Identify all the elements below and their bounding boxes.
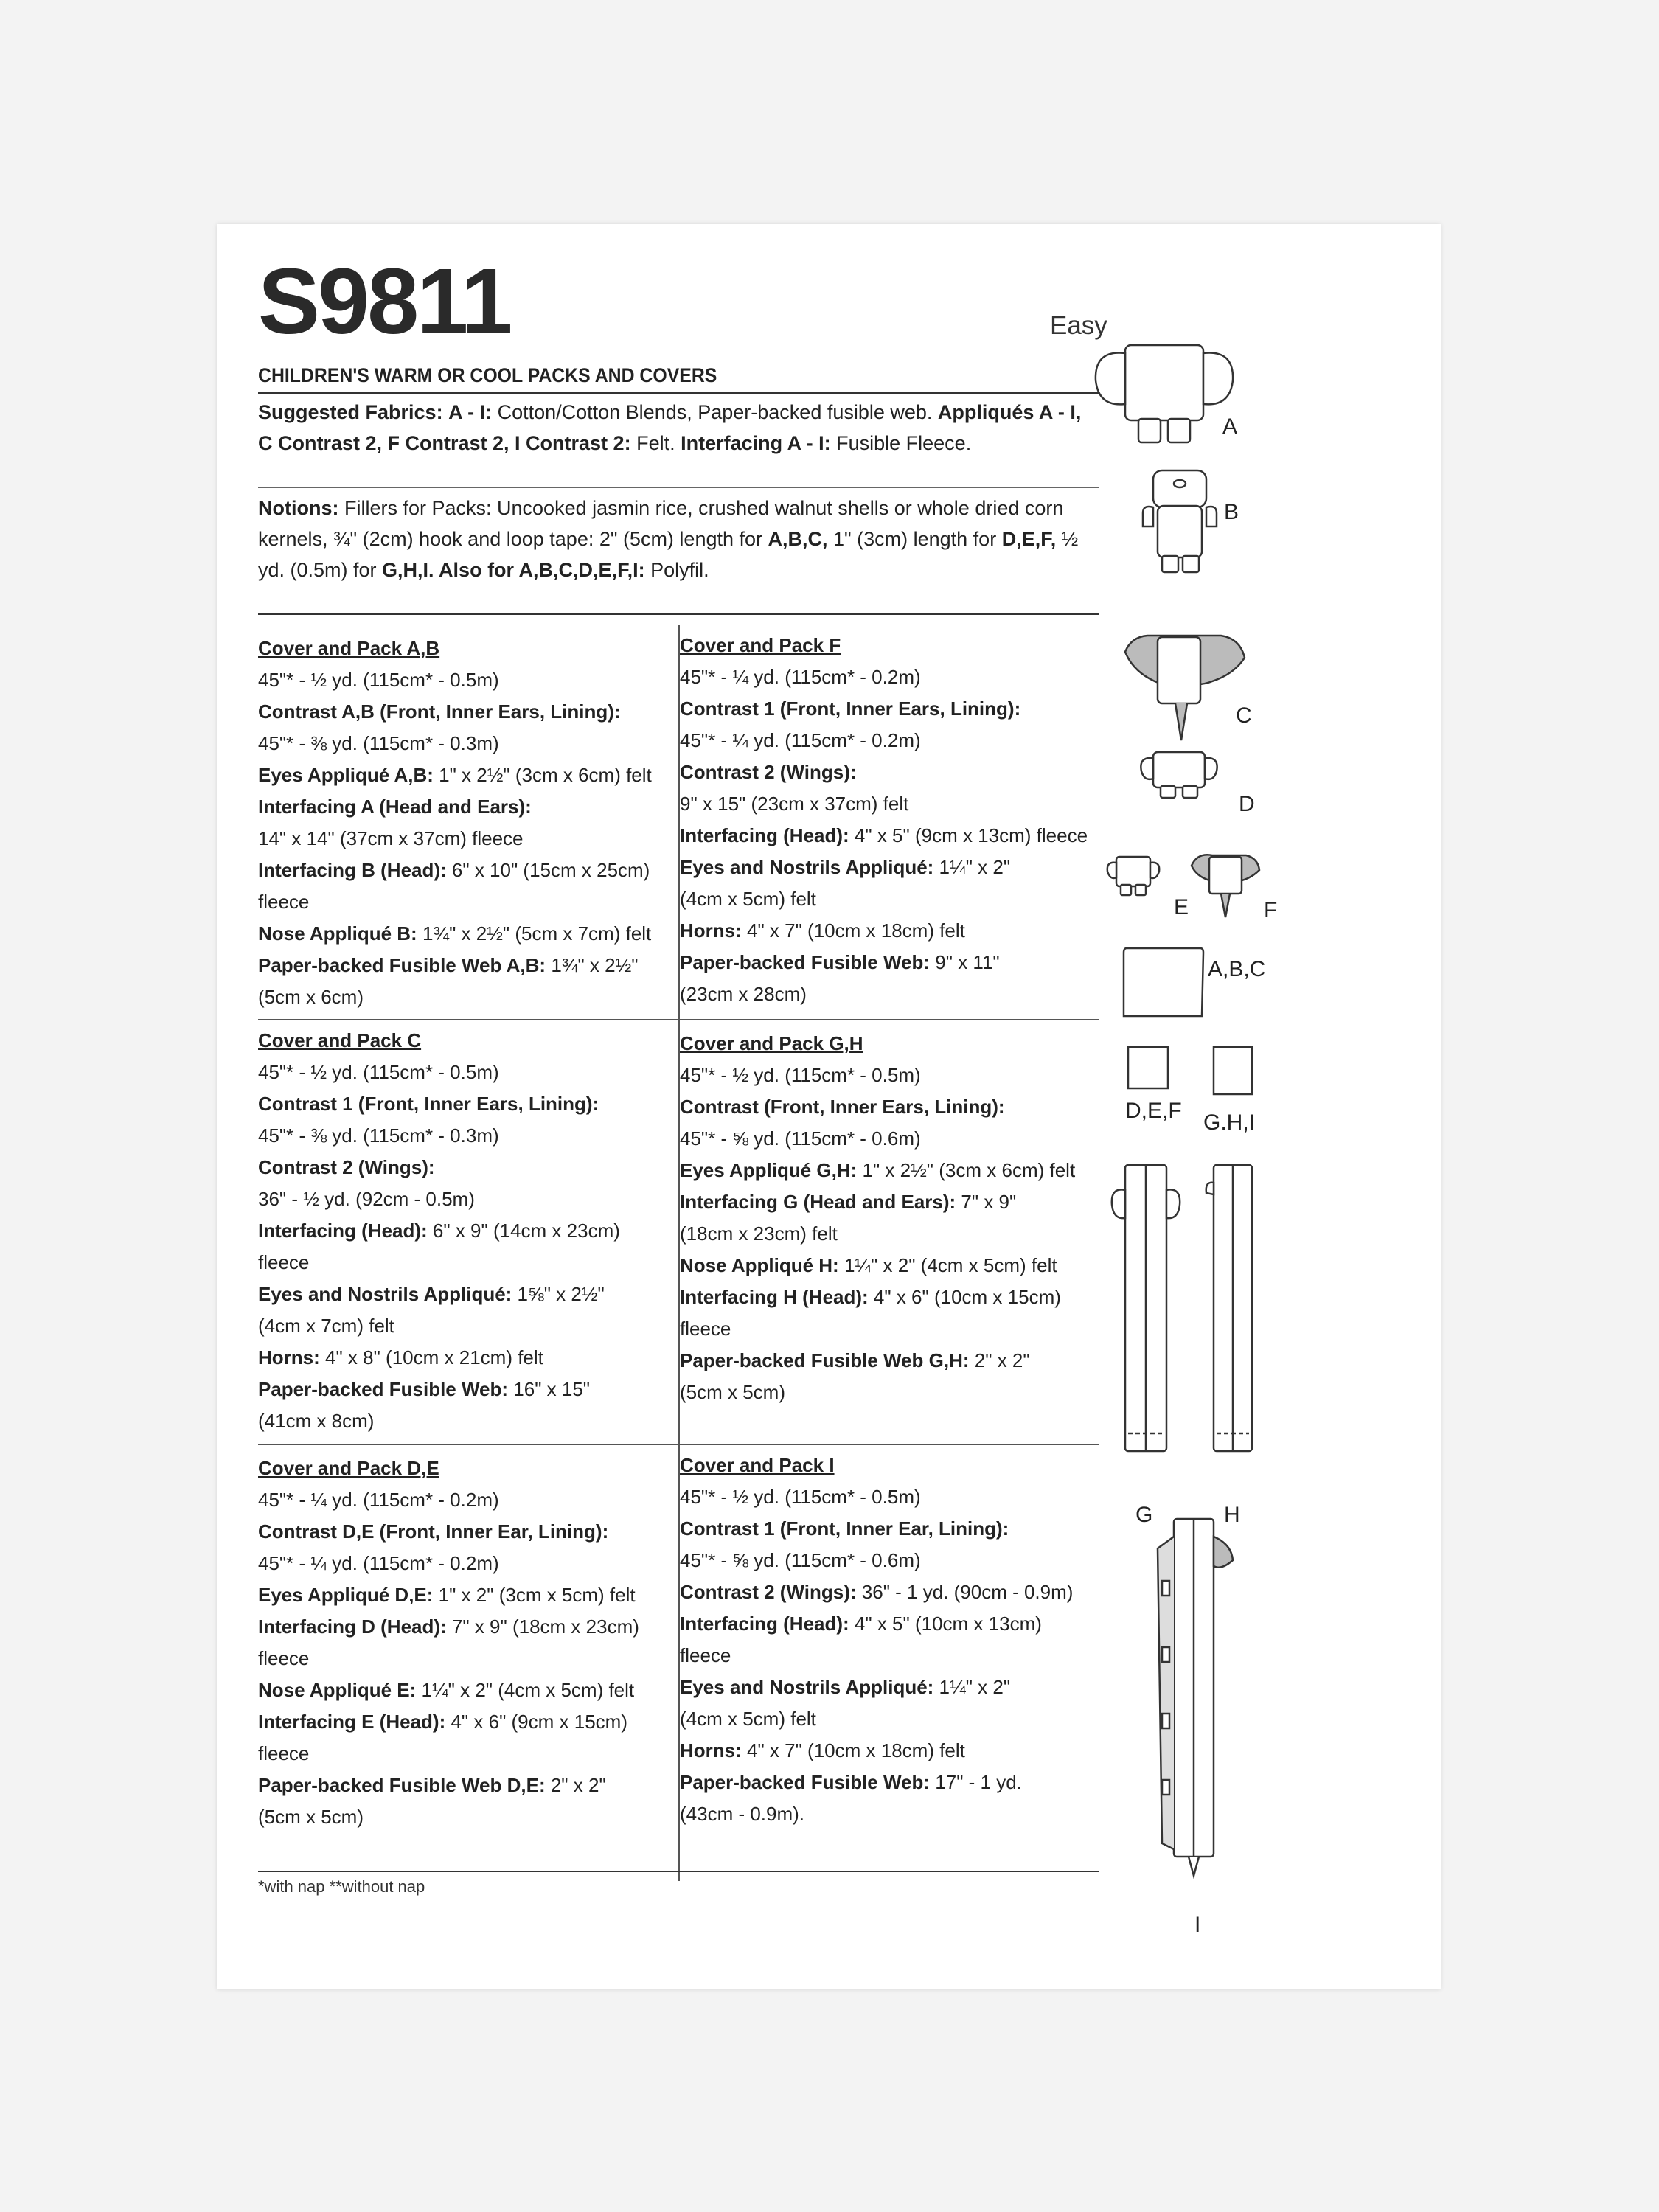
view-e-drawing (1107, 857, 1160, 895)
yardage-line: fleece (258, 1647, 310, 1669)
view-label-i: I (1194, 1913, 1201, 1937)
yardage-line: Horns: 4" x 8" (10cm x 21cm) felt (258, 1346, 543, 1368)
yardage-line: Eyes Appliqué D,E: 1" x 2" (3cm x 5cm) felt (258, 1584, 636, 1606)
view-label-def: D,E,F (1125, 1099, 1182, 1123)
yardage-line: 9" x 15" (23cm x 37cm) felt (680, 793, 909, 815)
yardage-line: 45"* - ¼ yd. (115cm* - 0.2m) (258, 1552, 499, 1574)
view-label-h: H (1224, 1503, 1240, 1527)
yardage-line: Interfacing H (Head): 4" x 6" (10cm x 15cm) (680, 1286, 1061, 1308)
yardage-line: 45"* - ⅜ yd. (115cm* - 0.3m) (258, 1124, 499, 1147)
yardage-line: Contrast 2 (Wings): 36" - 1 yd. (90cm - 0.9m) (680, 1581, 1074, 1603)
yardage-line: Contrast (Front, Inner Ears, Lining): (680, 1096, 1005, 1118)
yardage-line: 45"* - ¼ yd. (115cm* - 0.2m) (680, 666, 921, 688)
suggested-fabrics: Suggested Fabrics: A - I: Cotton/Cotton Blends, Paper-backed fusible web. Appliqués A - I, C Contrast 2, F Contrast 2, I Contrast 2: Felt. Interfacing A - I: Fusible Fleece. (258, 401, 1082, 454)
yardage-line: Interfacing (Head): 4" x 5" (9cm x 13cm) fleece (680, 824, 1088, 846)
notions: Notions: Fillers for Packs: Uncooked jasmin rice, crushed walnut shells or whole dried corn kernels, ¾" (2cm) hook and loop tape: 2" (5cm) length for A,B,C, 1" (3cm) length for D,E,F, ½ yd. (0.5m) for G,H,I. Also for A,B,C,D,E,F,I: Polyfil. (258, 497, 1079, 581)
yardage-line: Nose Appliqué H: 1¼" x 2" (4cm x 5cm) felt (680, 1254, 1057, 1276)
technical-drawings (217, 224, 1441, 1989)
yardage-line: (4cm x 5cm) felt (680, 888, 816, 910)
yardage-line: 45"* - ½ yd. (115cm* - 0.5m) (680, 1486, 921, 1508)
yardage-line: Horns: 4" x 7" (10cm x 18cm) felt (680, 919, 965, 942)
yardage-line: Paper-backed Fusible Web A,B: 1¾" x 2½" (258, 954, 639, 976)
yardage-line: (23cm x 28cm) (680, 983, 807, 1005)
view-ghi-pack-drawing (1214, 1047, 1252, 1094)
yardage-line: fleece (258, 1251, 310, 1273)
view-h-drawing (1206, 1165, 1252, 1451)
yardage-line: Nose Appliqué B: 1¾" x 2½" (5cm x 7cm) felt (258, 922, 652, 945)
yardage-line: fleece (680, 1318, 731, 1340)
view-def-pack-drawing (1128, 1047, 1168, 1088)
yardage-line: fleece (680, 1644, 731, 1666)
yardage-line: Interfacing (Head): 4" x 5" (10cm x 13cm) (680, 1613, 1042, 1635)
section-heading: Cover and Pack D,E (258, 1457, 439, 1479)
view-label-abc: A,B,C (1208, 957, 1266, 981)
yardage-line: Eyes and Nostrils Appliqué: 1¼" x 2" (680, 856, 1011, 878)
view-label-c: C (1236, 703, 1252, 728)
view-c-drawing (1125, 636, 1245, 740)
view-label-b: B (1224, 500, 1239, 524)
yardage-line: (41cm x 8cm) (258, 1410, 375, 1432)
section-heading: Cover and Pack C (258, 1029, 422, 1051)
yardage-line: 45"* - ½ yd. (115cm* - 0.5m) (258, 1061, 499, 1083)
nap-footnote: *with nap **without nap (258, 1877, 425, 1896)
section-heading: Cover and Pack I (680, 1454, 835, 1476)
view-g-drawing (1112, 1165, 1180, 1451)
yardage-line: 45"* - ¼ yd. (115cm* - 0.2m) (258, 1489, 499, 1511)
yardage-line: (5cm x 5cm) (258, 1806, 364, 1828)
view-b-drawing (1143, 470, 1217, 572)
yardage-line: Paper-backed Fusible Web D,E: 2" x 2" (258, 1774, 606, 1796)
yardage-line: 45"* - ⅝ yd. (115cm* - 0.6m) (680, 1127, 921, 1150)
view-a-drawing (1096, 345, 1233, 442)
view-f-drawing (1192, 855, 1259, 917)
view-label-g: G (1135, 1503, 1153, 1527)
section-heading: Cover and Pack G,H (680, 1032, 863, 1054)
yardage-line: (4cm x 7cm) felt (258, 1315, 394, 1337)
yardage-line: Contrast 1 (Front, Inner Ears, Lining): (680, 698, 1021, 720)
yardage-line: Paper-backed Fusible Web: 9" x 11" (680, 951, 1000, 973)
yardage-line: Nose Appliqué E: 1¼" x 2" (4cm x 5cm) felt (258, 1679, 635, 1701)
section-heading: Cover and Pack F (680, 634, 841, 656)
view-label-a: A (1222, 414, 1238, 439)
yardage-line: Contrast D,E (Front, Inner Ear, Lining): (258, 1520, 609, 1543)
yardage-line: Horns: 4" x 7" (10cm x 18cm) felt (680, 1739, 965, 1761)
yardage-line: 45"* - ½ yd. (115cm* - 0.5m) (680, 1064, 921, 1086)
yardage-line: Eyes and Nostrils Appliqué: 1⅝" x 2½" (258, 1283, 605, 1305)
yardage-line: fleece (258, 891, 310, 913)
yardage-line: (43cm - 0.9m). (680, 1803, 805, 1825)
yardage-line: Interfacing G (Head and Ears): 7" x 9" (680, 1191, 1017, 1213)
yardage-line: (5cm x 5cm) (680, 1381, 785, 1403)
view-label-d: D (1239, 792, 1255, 816)
yardage-line: 45"* - ½ yd. (115cm* - 0.5m) (258, 669, 499, 691)
pattern-title: CHILDREN'S WARM OR COOL PACKS AND COVERS (258, 364, 717, 386)
yardage-line: Interfacing A (Head and Ears): (258, 796, 532, 818)
difficulty-label: Easy (1050, 311, 1107, 340)
yardage-line: Contrast 1 (Front, Inner Ears, Lining): (258, 1093, 599, 1115)
yardage-line: 45"* - ⅜ yd. (115cm* - 0.3m) (258, 732, 499, 754)
view-label-f: F (1264, 898, 1278, 922)
yardage-line: Interfacing (Head): 6" x 9" (14cm x 23cm) (258, 1220, 620, 1242)
yardage-line: (5cm x 6cm) (258, 986, 364, 1008)
yardage-line: Interfacing B (Head): 6" x 10" (15cm x 25cm) (258, 859, 650, 881)
yardage-line: Interfacing D (Head): 7" x 9" (18cm x 23cm) (258, 1615, 639, 1638)
yardage-line: Paper-backed Fusible Web: 16" x 15" (258, 1378, 591, 1400)
yardage-line: Contrast 2 (Wings): (258, 1156, 435, 1178)
view-label-ghi: G.H,I (1203, 1110, 1256, 1135)
yardage-line: Paper-backed Fusible Web: 17" - 1 yd. (680, 1771, 1022, 1793)
yardage-line: Interfacing E (Head): 4" x 6" (9cm x 15cm) (258, 1711, 627, 1733)
yardage-line: Eyes Appliqué A,B: 1" x 2½" (3cm x 6cm) felt (258, 764, 652, 786)
yardage-line: 45"* - ¼ yd. (115cm* - 0.2m) (680, 729, 921, 751)
yardage-line: 14" x 14" (37cm x 37cm) fleece (258, 827, 524, 849)
yardage-line: Eyes Appliqué G,H: 1" x 2½" (3cm x 6cm) felt (680, 1159, 1076, 1181)
yardage-line: (18cm x 23cm) felt (680, 1222, 838, 1245)
yardage-line: Contrast 1 (Front, Inner Ear, Lining): (680, 1517, 1009, 1540)
view-i-drawing (1158, 1519, 1233, 1876)
yardage-line: 36" - ½ yd. (92cm - 0.5m) (258, 1188, 475, 1210)
yardage-line: Paper-backed Fusible Web G,H: 2" x 2" (680, 1349, 1030, 1371)
yardage-line: fleece (258, 1742, 310, 1764)
yardage-line: Contrast A,B (Front, Inner Ears, Lining): (258, 700, 621, 723)
view-d-drawing (1141, 752, 1217, 798)
yardage-line: Eyes and Nostrils Appliqué: 1¼" x 2" (680, 1676, 1011, 1698)
section-heading: Cover and Pack A,B (258, 637, 440, 659)
yardage-line: (4cm x 5cm) felt (680, 1708, 816, 1730)
view-label-e: E (1174, 895, 1189, 919)
pattern-envelope-back (217, 224, 1441, 1989)
yardage-line: Contrast 2 (Wings): (680, 761, 857, 783)
pattern-number: S9811 (258, 249, 511, 353)
view-abc-pack-drawing (1124, 948, 1203, 1016)
yardage-line: 45"* - ⅝ yd. (115cm* - 0.6m) (680, 1549, 921, 1571)
